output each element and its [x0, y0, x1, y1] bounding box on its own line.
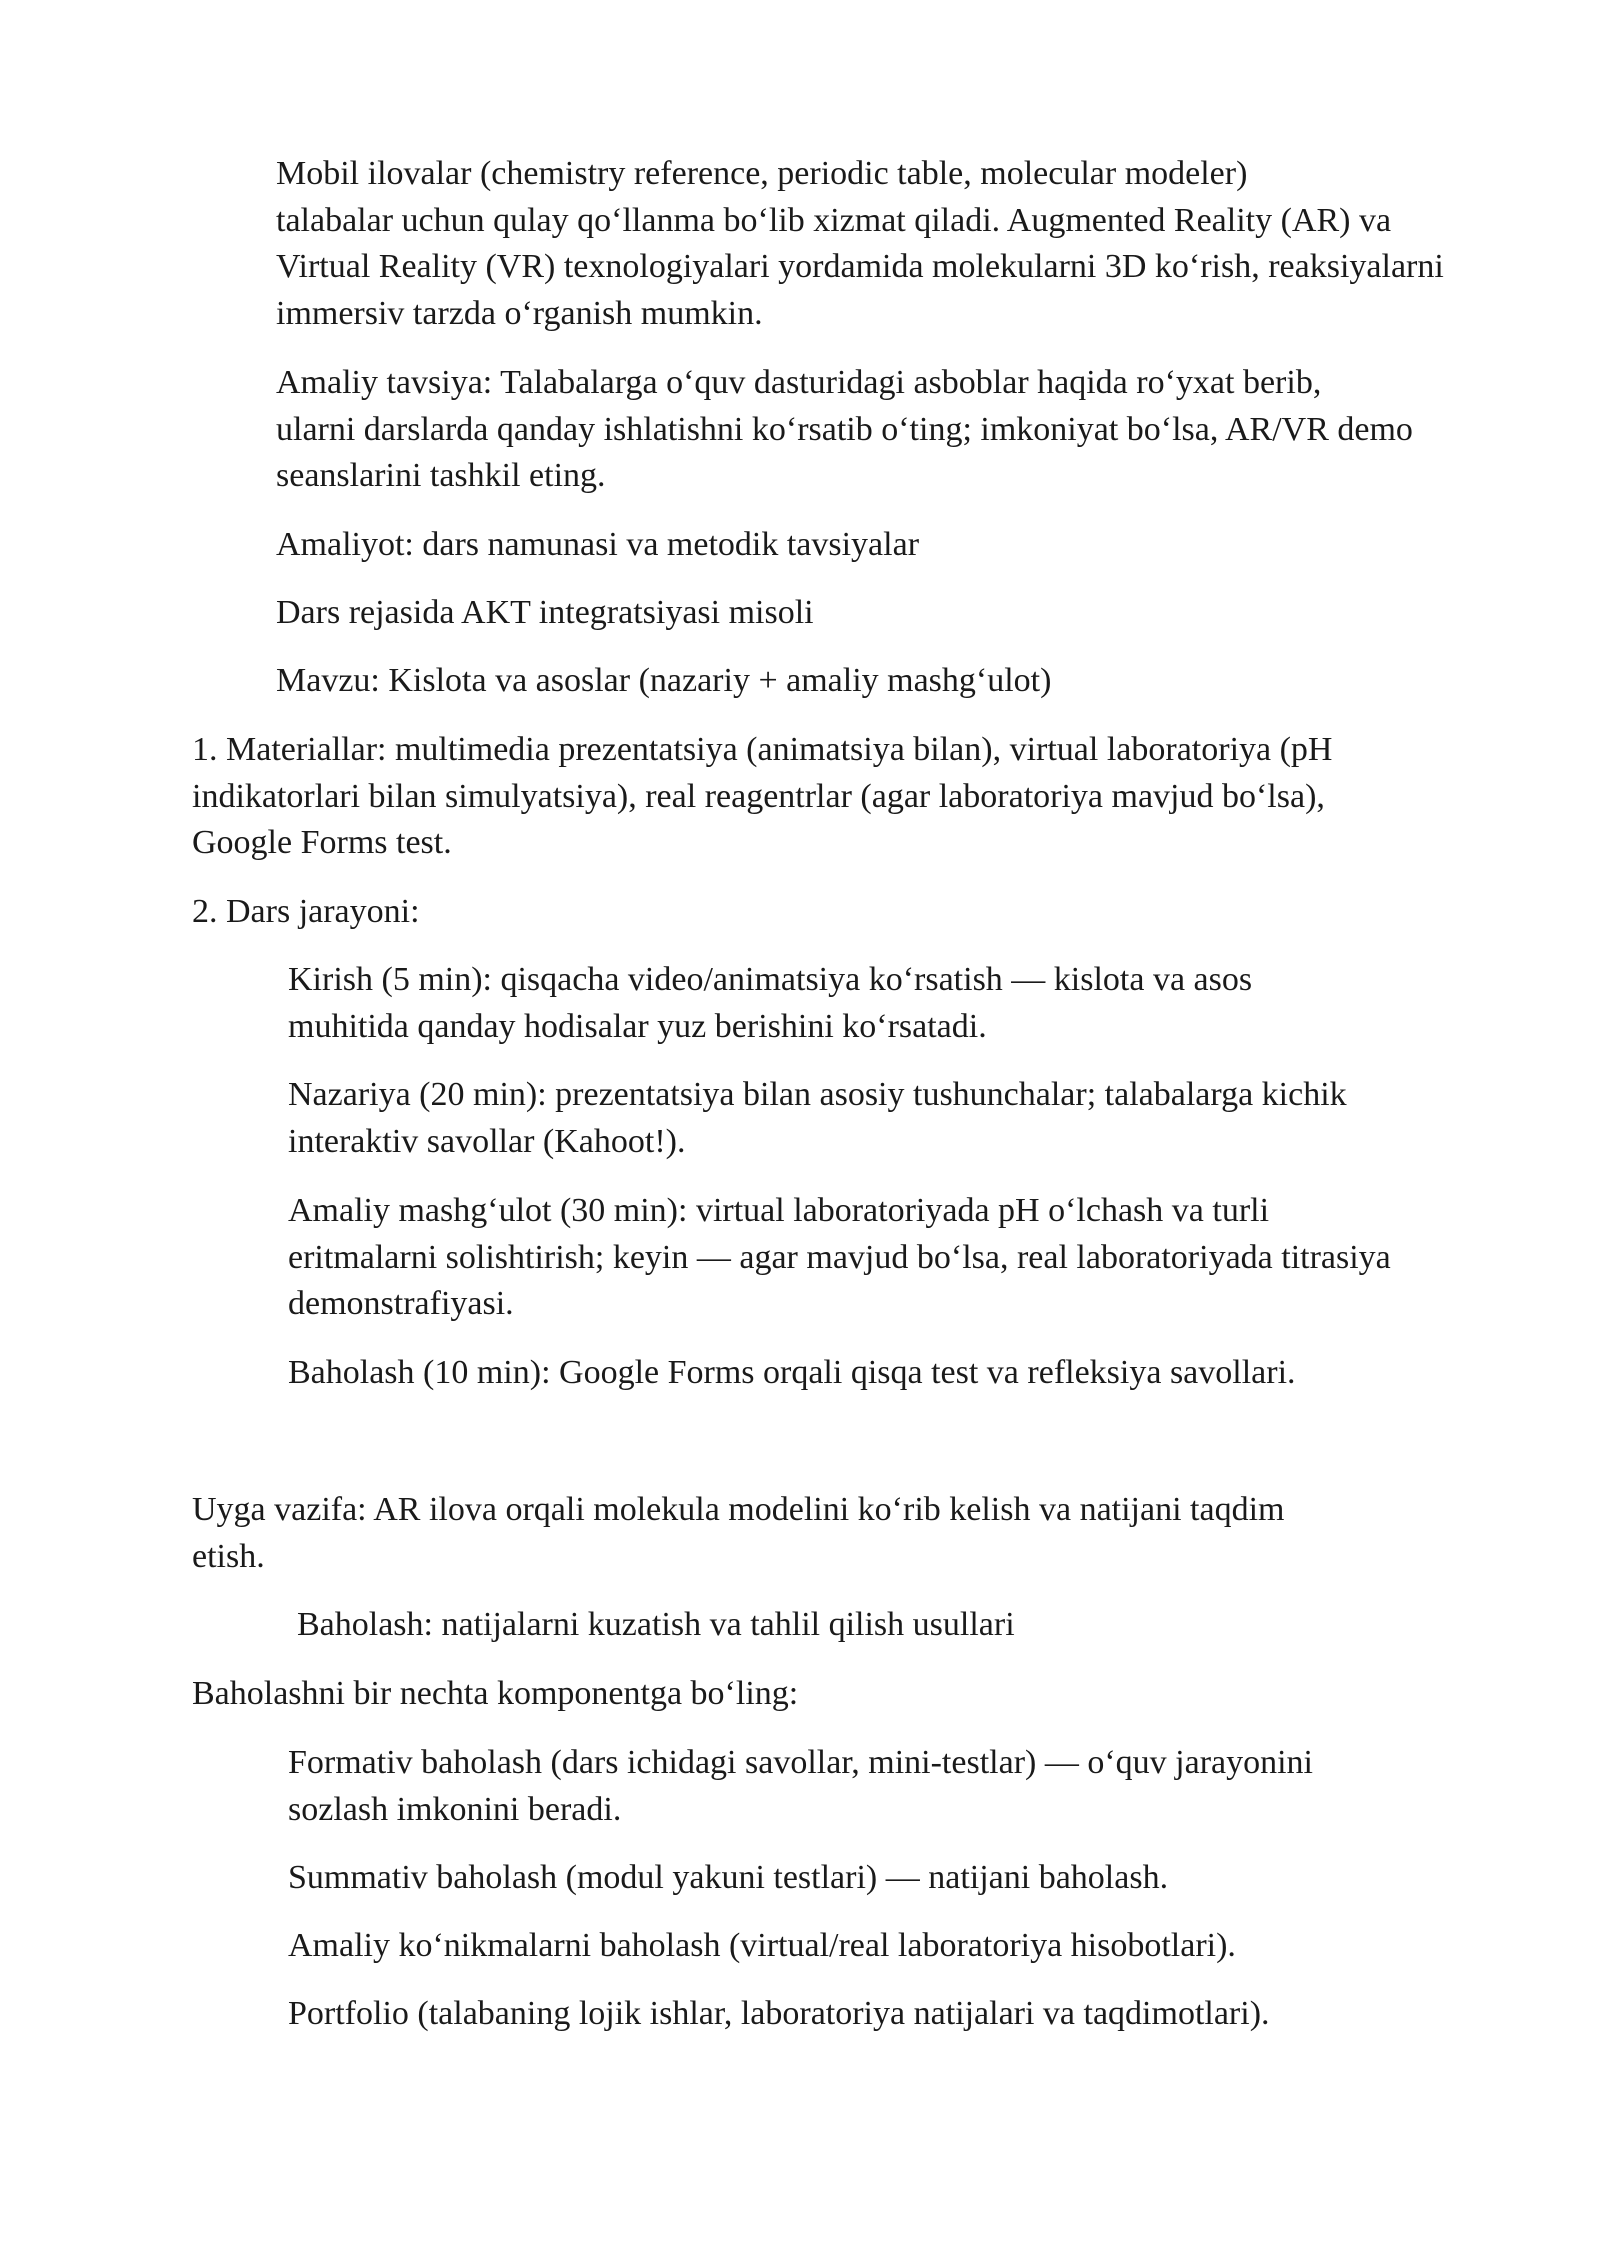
step-theory [192, 1072, 1502, 1165]
text-line: muhitida qanday hodisalar yuz berishini ko‘rsatadi. [288, 1007, 987, 1045]
heading-lesson-plan [192, 590, 1502, 637]
paragraph-practical-advice [192, 360, 1502, 500]
text-line: eritmalarni solishtirish; keyin — agar mavjud bo‘lsa, real laboratoriyada titrasiya [288, 1238, 1391, 1276]
item-summative-assessment [192, 1855, 1502, 1902]
text-line: Uyga vazifa: AR ilova orqali molekula modelini ko‘rib kelish va natijani taqdim [192, 1491, 1285, 1528]
text-line: Mobil ilovalar (chemistry reference, periodic table, molecular modeler) [276, 155, 1248, 192]
text-line: Amaliy tavsiya: Talabalarga o‘quv dasturidagi asboblar haqida ro‘yxat berib, [276, 364, 1322, 401]
paragraph-assessment-components [192, 1671, 1502, 1718]
text-line: sozlash imkonini beradi. [288, 1790, 622, 1828]
item-formative-assessment [192, 1740, 1502, 1833]
text-line: ularni darslarda qanday ishlatishni ko‘rsatib o‘ting; imkoniyat bo‘lsa, AR/VR demo [276, 410, 1413, 448]
text-line: interaktiv savollar (Kahoot!). [288, 1122, 686, 1160]
step-assessment [192, 1350, 1502, 1397]
text-line: 2. Dars jarayoni: [192, 893, 420, 930]
step-practical-session [192, 1188, 1502, 1328]
heading-practice [192, 522, 1502, 569]
text-line: immersiv tarzda o‘rganish mumkin. [276, 294, 763, 332]
item-practical-skills-assessment [192, 1923, 1502, 1970]
text-line: Google Forms test. [192, 824, 452, 861]
list-item-lesson-process [192, 889, 1502, 936]
text-line: Dars rejasida AKT integratsiyasi misoli [276, 594, 814, 631]
text-line: Mavzu: Kislota va asoslar (nazariy + amaliy mashg‘ulot) [276, 662, 1052, 699]
text-line: Virtual Reality (VR) texnologiyalari yordamida molekularni 3D ko‘rish, reaksiyalarni [276, 248, 1444, 285]
text-line: Baholash (10 min): Google Forms orqali qisqa test va refleksiya savollari. [288, 1354, 1296, 1391]
text-line: Summativ baholash (modul yakuni testlari) — natijani baholash. [288, 1859, 1169, 1896]
text-line: indikatorlari bilan simulyatsiya), real reagentrlar (agar laboratoriya mavjud bo‘lsa), [192, 777, 1325, 815]
heading-topic [192, 658, 1502, 705]
item-portfolio [192, 1991, 1502, 2038]
list-item-materials [192, 727, 1502, 867]
text-line: Amaliy mashg‘ulot (30 min): virtual laboratoriyada pH o‘lchash va turli [288, 1192, 1270, 1229]
paragraph-homework [192, 1487, 1502, 1580]
text-line: Baholash: natijalarni kuzatish va tahlil qilish usullari [297, 1606, 1015, 1643]
text-line: Baholashni bir nechta komponentga bo‘ling: [192, 1675, 799, 1712]
text-line: Amaliyot: dars namunasi va metodik tavsiyalar [276, 526, 920, 563]
text-line: seanslarini tashkil eting. [276, 457, 606, 494]
text-line: 1. Materiallar: multimedia prezentatsiya (animatsiya bilan), virtual laboratoriya (pH [192, 731, 1333, 768]
text-line: Amaliy ko‘nikmalarni baholash (virtual/real laboratoriya hisobotlari). [288, 1927, 1236, 1964]
text-line: Portfolio (talabaning lojik ishlar, laboratoriya natijalari va taqdimotlari). [288, 1995, 1270, 2032]
heading-assessment-methods [192, 1602, 1502, 1649]
text-line: Formativ baholash (dars ichidagi savollar, mini-testlar) — o‘quv jarayonini [288, 1744, 1313, 1781]
text-line: Kirish (5 min): qisqacha video/animatsiya ko‘rsatish — kislota va asos [288, 961, 1253, 998]
text-line: talabalar uchun qulay qo‘llanma bo‘lib xizmat qiladi. Augmented Reality (AR) va [276, 201, 1392, 239]
step-introduction [192, 957, 1502, 1050]
paragraph-mobile-apps [192, 151, 1502, 337]
text-line: etish. [192, 1537, 265, 1575]
text-line: Nazariya (20 min): prezentatsiya bilan asosiy tushunchalar; talabalarga kichik [288, 1076, 1347, 1113]
text-line: demonstrafiyasi. [288, 1285, 514, 1322]
